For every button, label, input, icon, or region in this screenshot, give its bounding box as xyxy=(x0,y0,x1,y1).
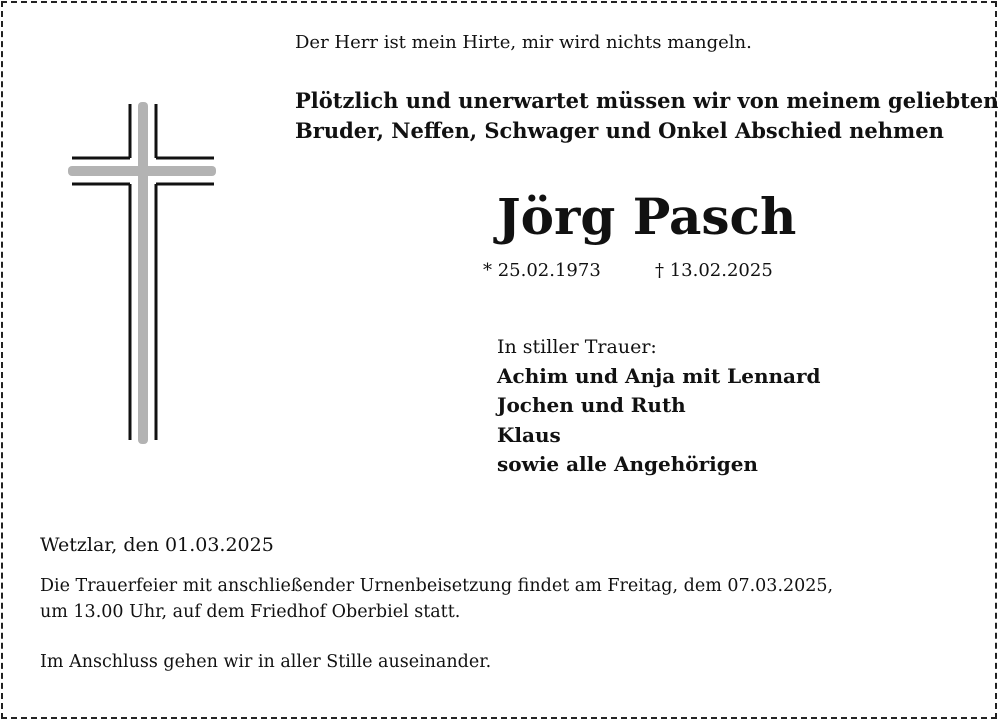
bible-verse: Der Herr ist mein Hirte, mir wird nichts mangeln. xyxy=(295,32,752,53)
announcement-intro-line-1: Plötzlich und unerwartet müssen wir von meinem geliebten xyxy=(295,88,999,113)
ceremony-info xyxy=(40,573,833,625)
cross-vertical-beam xyxy=(138,102,148,444)
cross-icon xyxy=(62,96,222,448)
mourners-label: In stiller Trauer: xyxy=(497,336,657,358)
death-date: † 13.02.2025 xyxy=(655,260,773,281)
ceremony-info-line-1: Die Trauerfeier mit anschließender Urnenbeisetzung findet am Freitag, dem 07.03.2025, xyxy=(40,576,834,596)
cross-horizontal-beam xyxy=(68,166,216,176)
birth-date: * 25.02.1973 xyxy=(483,260,601,281)
mourner-name: Jochen und Ruth xyxy=(497,393,686,417)
mourner-name: sowie alle Angehörigen xyxy=(497,452,758,476)
announcement-intro xyxy=(295,86,998,146)
deceased-name: Jörg Pasch xyxy=(497,187,797,246)
closing-note: Im Anschluss gehen wir in aller Stille auseinander. xyxy=(40,652,492,672)
mourner-name: Klaus xyxy=(497,423,561,447)
announcement-intro-line-2: Bruder, Neffen, Schwager und Onkel Abschied nehmen xyxy=(295,118,944,143)
place-and-date: Wetzlar, den 01.03.2025 xyxy=(40,534,274,556)
ceremony-info-line-2: um 13.00 Uhr, auf dem Friedhof Oberbiel statt. xyxy=(40,602,461,622)
mourner-name: Achim und Anja mit Lennard xyxy=(497,364,821,388)
